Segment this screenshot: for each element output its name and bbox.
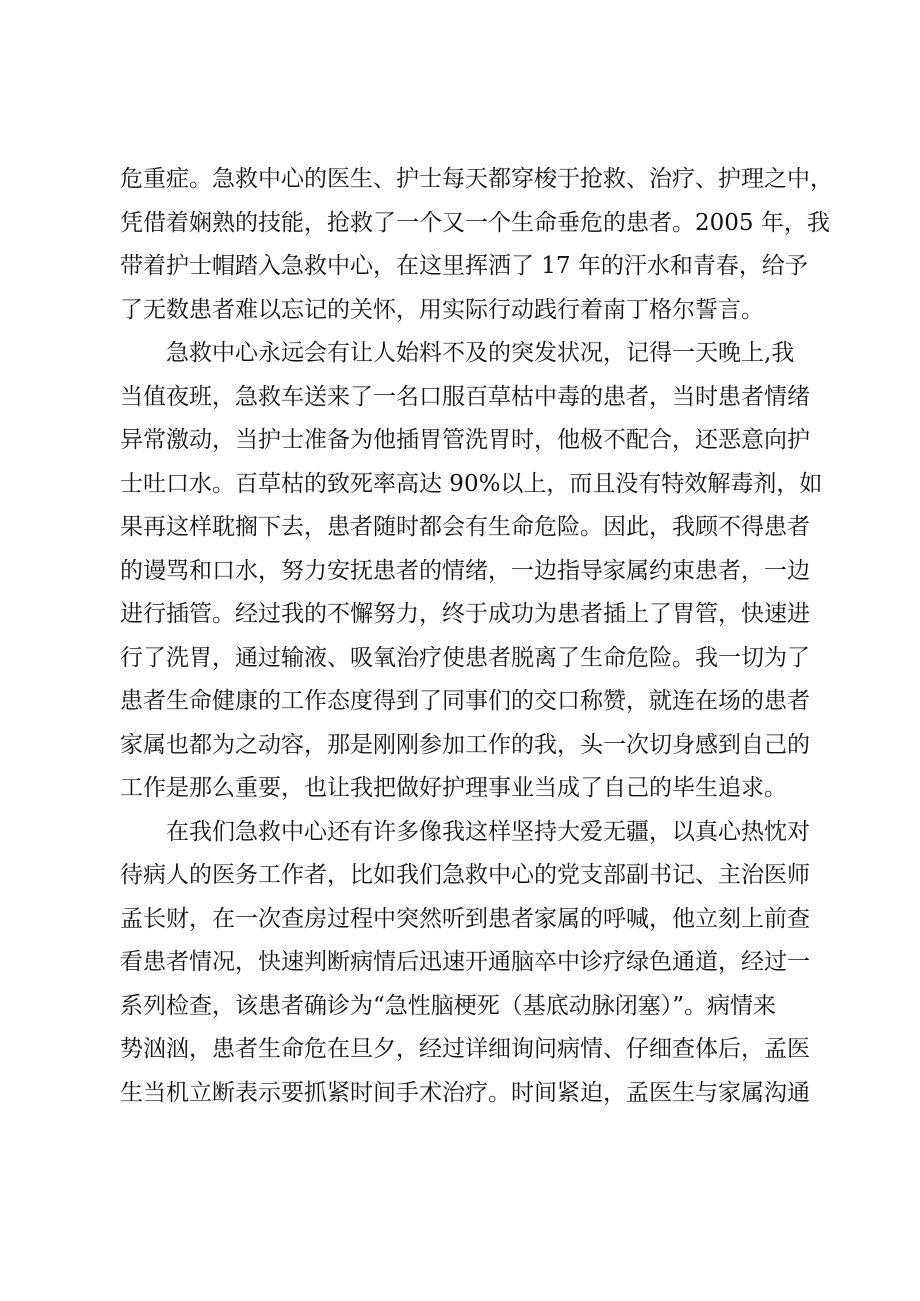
text-line: 的谩骂和口水，努力安抚患者的情绪，一边指导家属约束患者，一边 — [120, 557, 810, 584]
text-line: 行了洗胃，通过输液、吸氧治疗使患者脱离了生命危险。我一切为了 — [120, 644, 810, 671]
text-line: 当值夜班，急救车送来了一名口服百草枯中毒的患者，当时患者情绪 — [120, 383, 810, 410]
text-line: 待病人的医务工作者，比如我们急救中心的党支部副书记、主治医师 — [120, 862, 810, 888]
text-line: 势汹汹，患者生命危在旦夕，经过详细询问病情、仔细查体后，孟医 — [120, 1036, 810, 1062]
text-line: 了无数患者难以忘记的关怀，用实际行动践行着南丁格尔誓言。 — [120, 296, 764, 323]
text-line: 凭借着娴熟的技能，抢救了一个又一个生命垂危的患者。2005 年，我 — [120, 209, 830, 236]
text-line: 危重症。急救中心的医生、护士每天都穿梭于抢救、治疗、护理之中， — [120, 166, 833, 192]
text-line: 带着护士帽踏入急救中心，在这里挥洒了 17 年的汗水和青春，给予 — [120, 253, 808, 279]
text-line: 孟长财，在一次查房过程中突然听到患者家属的呼喊，他立刻上前查 — [120, 905, 810, 932]
text-line: 进行插管。经过我的不懈努力，终于成功为患者插上了胃管，快速进 — [120, 601, 810, 627]
text-line: 系列检查，该患者确诊为“急性脑梗死（基底动脉闭塞）”。病情来 — [120, 992, 777, 1019]
body-text — [120, 158, 840, 1115]
text-line: 士吐口水。百草枯的致死率高达 90%以上，而且没有特效解毒剂，如 — [120, 470, 823, 497]
text-line: 异常激动，当护士准备为他插胃管洗胃时，他极不配合，还恶意向护 — [120, 427, 810, 453]
text-line: 患者生命健康的工作态度得到了同事们的交口称赞，就连在场的患者 — [120, 688, 810, 714]
text-line: 果再这样耽搁下去，患者随时都会有生命危险。因此，我顾不得患者 — [120, 514, 810, 540]
text-line: 生当机立断表示要抓紧时间手术治疗。时间紧迫，孟医生与家属沟通 — [120, 1079, 810, 1106]
text-line: 在我们急救中心还有许多像我这样坚持大爱无疆，以真心热忱对 — [120, 818, 810, 845]
text-line: 急救中心永远会有让人始料不及的突发状况，记得一天晚上,我 — [120, 340, 795, 366]
text-line: 工作是那么重要，也让我把做好护理事业当成了自己的毕生追求。 — [120, 775, 787, 801]
text-line: 家属也都为之动容，那是刚刚参加工作的我，头一次切身感到自己的 — [120, 731, 810, 758]
text-line: 看患者情况，快速判断病情后迅速开通脑卒中诊疗绿色通道，经过一 — [120, 949, 810, 975]
